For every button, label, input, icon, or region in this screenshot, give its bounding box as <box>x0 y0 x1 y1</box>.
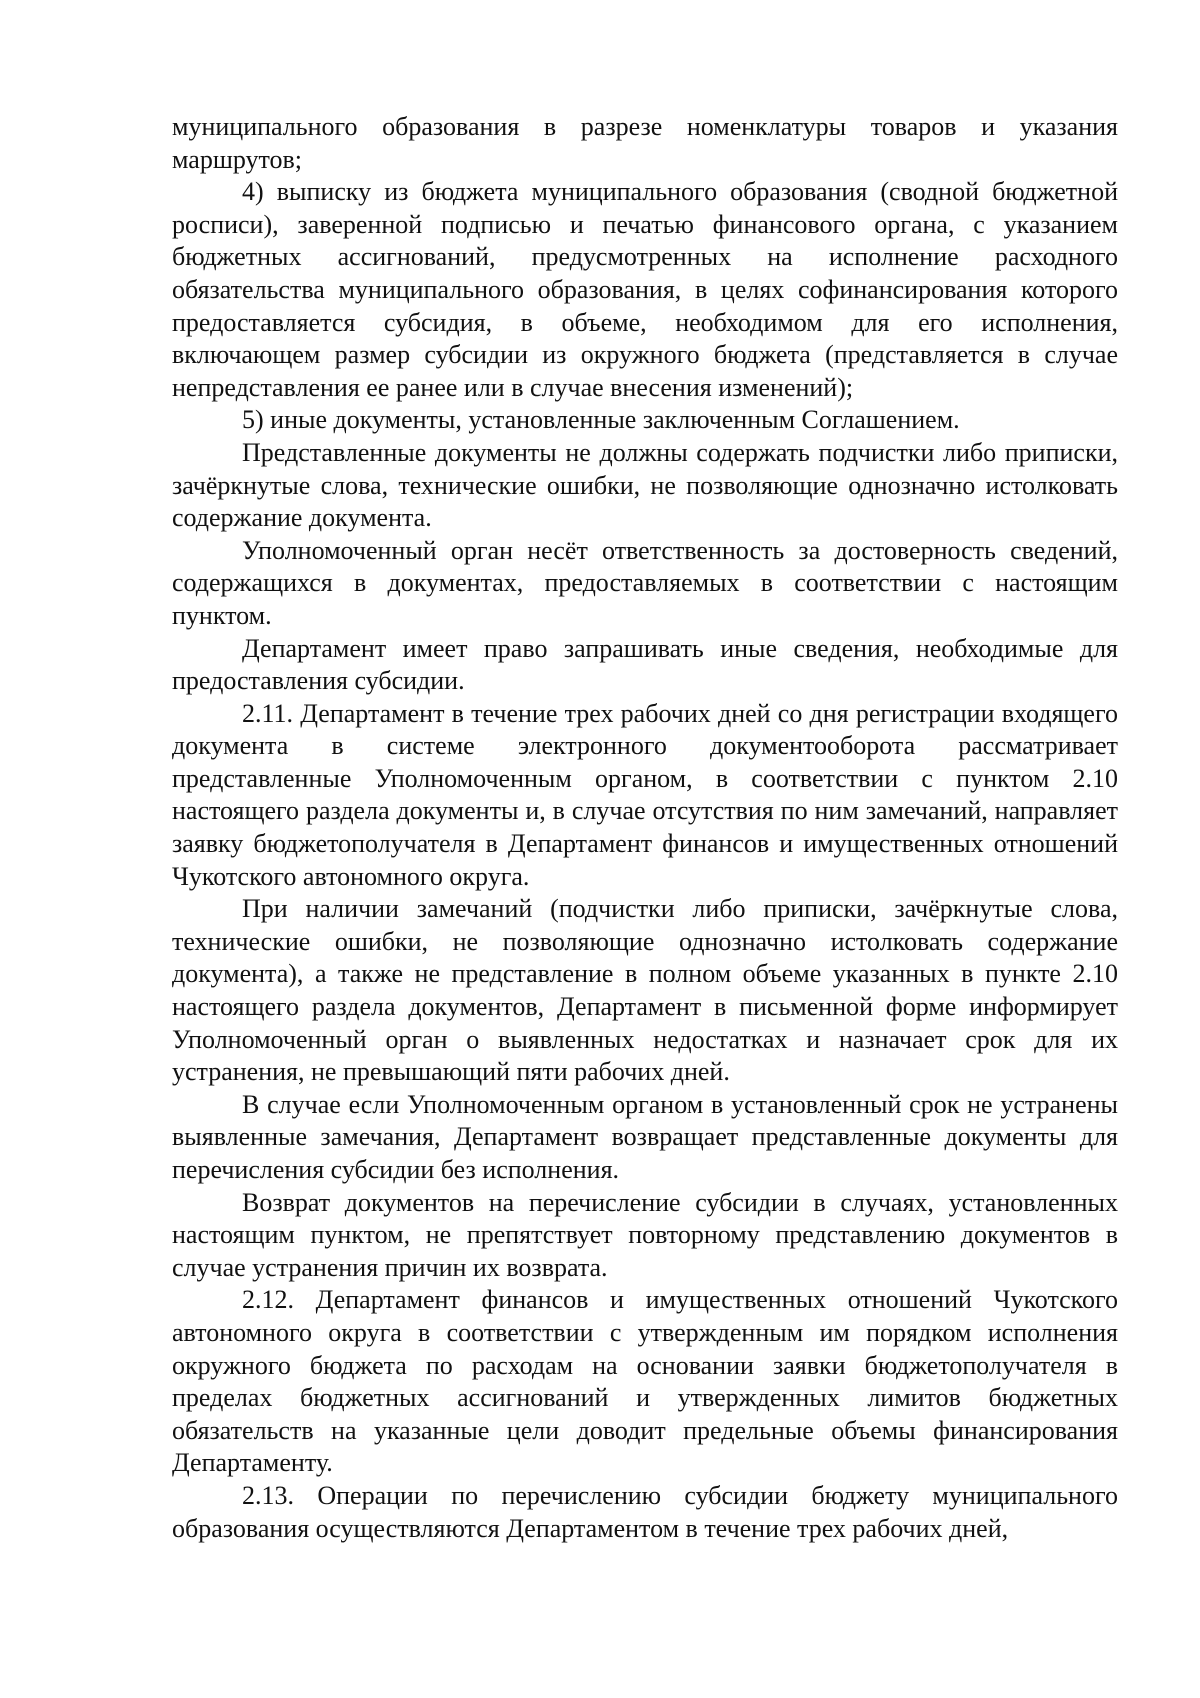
paragraph-documents-requirements: Представленные документы не должны содержать подчистки либо приписки, зачёркнутые слова, технические ошибки, не позволяющие однозначно истолковать содержание документа. <box>172 437 1118 533</box>
paragraph-responsibility: Уполномоченный орган несёт ответственность за достоверность сведений, содержащихся в документах, предоставляемых в соответствии с настоящим пунктом. <box>172 535 1118 630</box>
paragraph-resubmission: Возврат документов на перечисление субсидии в случаях, установленных настоящим пунктом, не препятствует повторному представлению документов в случае устранения причин их возврата. <box>172 1187 1118 1282</box>
paragraph-return: В случае если Уполномоченным органом в установленный срок не устранены выявленные замечания, Департамент возвращает представленные документы для перечисления субсидии без исполнения. <box>172 1089 1118 1184</box>
paragraph-continuation: муниципального образования в разрезе номенклатуры товаров и указания маршрутов; <box>172 112 1118 174</box>
paragraph-item-5: 5) иные документы, установленные заключенным Соглашением. <box>242 405 960 435</box>
paragraph-2-12: 2.12. Департамент финансов и имущественных отношений Чукотского автономного округа в соответствии с утвержденным им порядком исполнения окружного бюджета по расходам на основании заявки бюджетополучателя в пределах бюджетных ассигнований и утвержденных лимитов бюджетных обязательств на указанные цели доводит предельные объемы финансирования Департаменту. <box>172 1285 1118 1478</box>
paragraph-2-11: 2.11. Департамент в течение трех рабочих дней со дня регистрации входящего документа в системе электронного документооборота рассматривает представленные Уполномоченным органом, в соответствии с пунктом 2.10 настоящего раздела документы и, в случае отсутствия по ним замечаний, направляет заявку бюджетополучателя в Департамент финансов и имущественных отношений Чукотского автономного округа. <box>172 698 1118 891</box>
paragraph-request-right: Департамент имеет право запрашивать иные сведения, необходимые для предоставления субсидии. <box>172 633 1118 696</box>
paragraph-remarks: При наличии замечаний (подчистки либо приписки, зачёркнутые слова, технические ошибки, не позволяющие однозначно истолковать содержание документа), а также не представление в полном объеме указанных в пункте 2.10 настоящего раздела документов, Департамент в письменной форме информирует Уполномоченный орган о выявленных недостатках и назначает срок для их устранения, не превышающий пяти рабочих дней. <box>172 894 1118 1087</box>
paragraph-item-4: 4) выписку из бюджета муниципального образования (сводной бюджетной росписи), заверенной подписью и печатью финансового органа, с указанием бюджетных ассигнований, предусмотренных на исполнение расходного обязательства муниципального образования, в целях софинансирования которого предоставляется субсидия, в объеме, необходимом для его исполнения, включающем размер субсидии из окружного бюджета (представляется в случае непредставления ее ранее или в случае внесения изменений); <box>172 177 1118 402</box>
document-page <box>172 111 1118 1545</box>
paragraph-2-13: 2.13. Операции по перечислению субсидии бюджету муниципального образования осуществляются Департаментом в течение трех рабочих дней, <box>172 1480 1118 1543</box>
